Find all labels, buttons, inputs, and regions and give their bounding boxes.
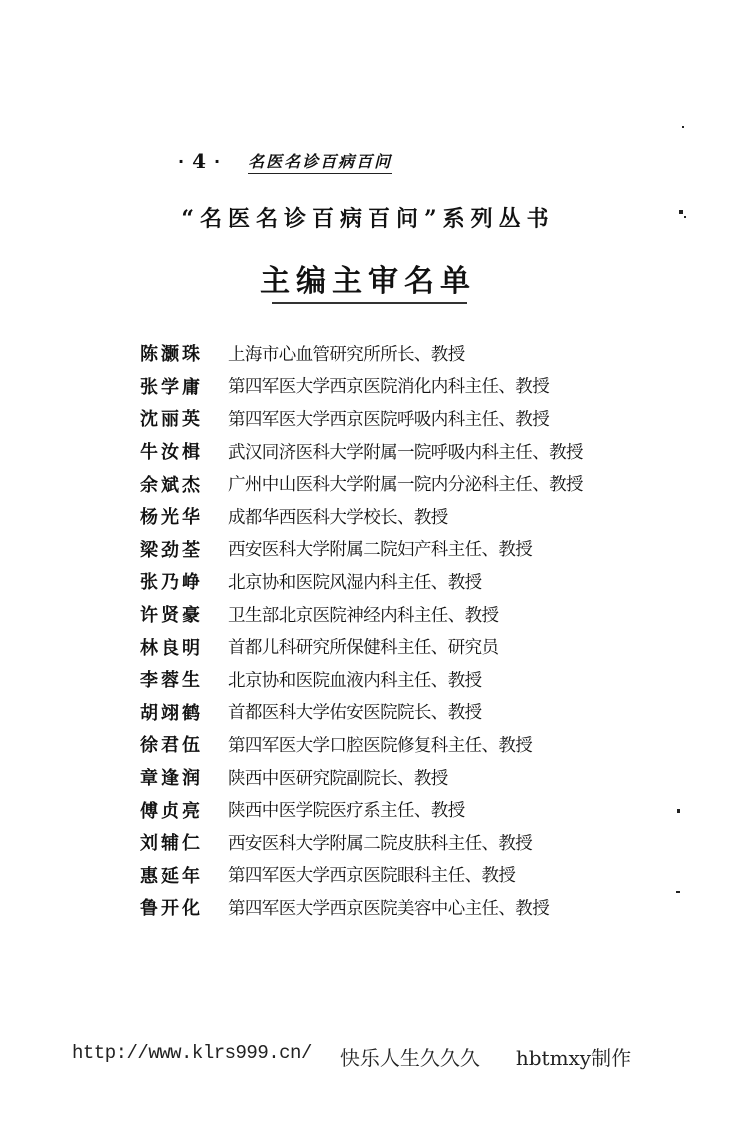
editor-name: 傅贞亮 xyxy=(140,800,203,822)
editor-title: 第四军医大学西京医院消化内科主任、教授 xyxy=(228,377,550,398)
scan-speck xyxy=(682,126,684,128)
editor-title: 第四军医大学西京医院呼吸内科主任、教授 xyxy=(228,409,550,430)
page-number: 4 xyxy=(192,149,206,173)
roster-row xyxy=(140,370,583,403)
editor-title: 西安医科大学附属二院皮肤科主任、教授 xyxy=(228,833,533,854)
editor-title: 第四军医大学西京医院美容中心主任、教授 xyxy=(228,898,550,919)
page-title: 主编主审名单 xyxy=(260,264,476,299)
editor-roster xyxy=(140,337,583,924)
editor-name: 牛汝楫 xyxy=(140,442,203,464)
footer-url: http://www.klrs999.cn/ xyxy=(72,1042,312,1064)
editor-name: 刘辅仁 xyxy=(140,833,203,855)
roster-row xyxy=(140,630,583,663)
editor-name: 林良明 xyxy=(140,637,203,659)
watermark-footer xyxy=(72,1042,631,1071)
editor-title: 北京协和医院风湿内科主任、教授 xyxy=(228,572,482,593)
roster-row xyxy=(140,500,583,533)
roster-row xyxy=(140,565,583,598)
editor-name: 胡翊鹤 xyxy=(140,702,203,724)
editor-title: 上海市心血管研究所所长、教授 xyxy=(228,344,465,365)
editor-name: 李蓉生 xyxy=(140,670,203,692)
running-title: 名医名诊百病百问 xyxy=(248,149,392,174)
scan-speck xyxy=(684,216,686,218)
roster-row xyxy=(140,728,583,761)
roster-row xyxy=(140,467,583,500)
roster-row xyxy=(140,696,583,729)
editor-title: 广州中山医科大学附属一院内分泌科主任、教授 xyxy=(228,475,583,496)
scan-speck xyxy=(676,891,680,893)
roster-row xyxy=(140,663,583,696)
editor-name: 张乃峥 xyxy=(140,572,203,594)
series-title: “名医名诊百病百问”系列丛书 xyxy=(181,206,555,232)
editor-name: 徐君伍 xyxy=(140,735,203,757)
roster-row xyxy=(140,826,583,859)
editor-title: 首都儿科研究所保健科主任、研究员 xyxy=(228,638,499,659)
editor-name: 梁劲荃 xyxy=(140,539,203,561)
roster-row xyxy=(140,337,583,370)
editor-name: 鲁开化 xyxy=(140,898,203,920)
editor-title: 卫生部北京医院神经内科主任、教授 xyxy=(228,605,499,626)
editor-name: 沈丽英 xyxy=(140,409,203,431)
editor-title: 北京协和医院血液内科主任、教授 xyxy=(228,670,482,691)
editor-name: 许贤豪 xyxy=(140,605,203,627)
roster-row xyxy=(140,598,583,631)
editor-name: 章逢润 xyxy=(140,768,203,790)
roster-row xyxy=(140,435,583,468)
page-header xyxy=(170,148,392,174)
editor-title: 陕西中医学院医疗系主任、教授 xyxy=(228,801,465,822)
roster-row xyxy=(140,859,583,892)
scan-speck xyxy=(677,809,680,813)
editor-name: 余斌杰 xyxy=(140,474,203,496)
editor-title: 成都华西医科大学校长、教授 xyxy=(228,507,448,528)
editor-name: 惠延年 xyxy=(140,865,203,887)
bullet-dot: · xyxy=(178,151,185,171)
title-underline-divider xyxy=(272,302,467,304)
editor-title: 首都医科大学佑安医院院长、教授 xyxy=(228,703,482,724)
editor-name: 张学庸 xyxy=(140,376,203,398)
footer-credit: hbtmxy制作 xyxy=(515,1046,632,1070)
roster-row xyxy=(140,402,583,435)
editor-title: 西安医科大学附属二院妇产科主任、教授 xyxy=(228,540,533,561)
editor-title: 第四军医大学西京医院眼科主任、教授 xyxy=(228,866,516,887)
footer-slogan: 快乐人生久久久 xyxy=(339,1046,480,1070)
roster-row xyxy=(140,793,583,826)
editor-title: 陕西中医研究院副院长、教授 xyxy=(228,768,448,789)
editor-name: 陈灏珠 xyxy=(140,344,203,366)
roster-row xyxy=(140,761,583,794)
roster-row xyxy=(140,533,583,566)
scan-speck xyxy=(679,210,683,214)
editor-title: 第四军医大学口腔医院修复科主任、教授 xyxy=(228,735,533,756)
bullet-dot: · xyxy=(214,151,221,171)
editor-name: 杨光华 xyxy=(140,507,203,529)
editor-title: 武汉同济医科大学附属一院呼吸内科主任、教授 xyxy=(228,442,583,463)
roster-row xyxy=(140,891,583,924)
